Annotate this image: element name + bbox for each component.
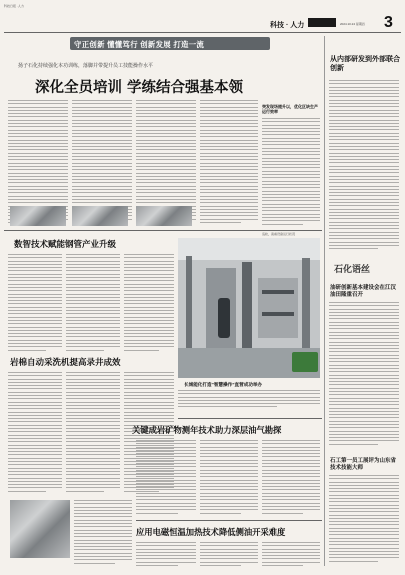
sidebar-item1: 油研创新基本建设会在江汉油田隆重召开 [330,285,397,298]
story4-body-b [200,542,258,570]
article-col-5 [262,118,320,228]
story3-body-c [262,440,320,518]
section-rule-3 [136,520,322,521]
story1-headline: 数智技术赋能钢管产业升级 [14,239,117,249]
sidebar-divider [324,36,325,566]
small-photo-1 [10,206,66,226]
sidebar-item1-body [329,302,399,452]
masthead-date: 2024.10.24 星期四 [340,22,365,26]
story2-body-b [66,372,120,497]
section-rule-1 [4,230,322,231]
photo-label-badge [292,352,318,372]
sidebar-body [329,80,399,260]
small-photo-3 [136,206,192,226]
banner-subtitle: 扬子石化持续强化本功训练，落脚并带提升员工技能操作水平 [18,63,154,69]
story2-body-a [8,372,62,497]
mid-caption: 突发现场提升以，优化区块生产运行效率 [262,104,318,114]
story3-body-a [136,440,196,518]
story2-photo [10,500,70,558]
story1-body-a [8,254,62,354]
story3-headline: 关键成岩矿物测年技术助力深层油气勘探 [132,425,282,435]
story2-body-d [74,500,132,566]
story3-body-b [200,440,258,518]
sidebar-item2: 石工第一员工展评为山东省技术技能大师 [330,458,397,471]
story4-body-a [136,542,196,570]
story4-headline: 应用电磁恒温加热技术降低侧油开采难度 [136,527,286,537]
story1-body-c [124,254,174,354]
article-col-4 [200,100,258,228]
sidebar-title: 从内部研发到外部联合创新 [330,56,400,72]
section-rule-2 [178,418,322,419]
story2-headline: 岩棉自动采洗机提高录井成效 [10,357,121,367]
masthead-left: 科技日报 ·人力 [4,4,24,8]
column-tag: 石化语丝 [334,264,371,274]
sidebar-item2-body [329,475,399,570]
story4-body-c [262,542,320,570]
photo-caption: 长城能化打造“智慧操作”直营成功举办 [184,382,263,387]
side-caption: 巡检，查看设备运行状况 [262,232,296,236]
masthead-rule [4,32,401,33]
small-photo-2 [72,206,128,226]
story1-body-b [66,254,120,354]
slogan-text: 守正创新 懂懂笃行 创新发展 打造一流 [74,40,205,49]
masthead-logo [308,18,336,27]
page-number: 3 [384,14,393,31]
photo-caption-body [178,390,320,414]
masthead-section: 科技 · 人力 [270,22,305,29]
main-headline: 深化全员培训 学练结合强基本领 [35,79,244,96]
